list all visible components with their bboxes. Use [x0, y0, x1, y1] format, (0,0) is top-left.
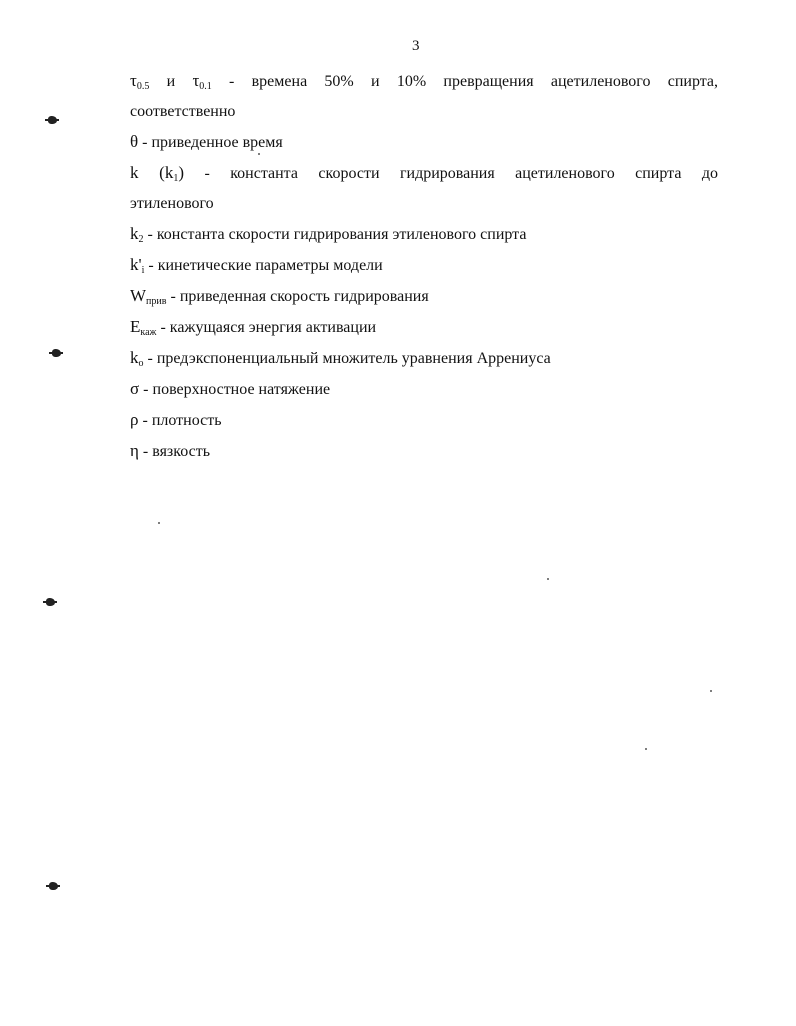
symbol: η [130, 441, 139, 460]
definition-continuation: этиленового [130, 195, 214, 212]
symbol: θ [130, 132, 139, 151]
symbol-subscript: 0.5 [136, 81, 150, 92]
definition-text: - приведенная скорость гидрирования [170, 288, 429, 305]
page-number: 3 [412, 38, 420, 54]
symbol: k' [130, 255, 142, 274]
definition-theta [130, 127, 718, 158]
scan-speck [547, 578, 549, 580]
scan-speck [710, 690, 712, 692]
definition-text: - времена 50% и 10% превращения ацетиленового спирта, [229, 73, 719, 90]
symbol: E [130, 317, 141, 336]
definition-k2 [130, 219, 718, 250]
symbol: ρ [130, 410, 139, 429]
definition-text: - предэкспоненциальный множитель уравнения Аррениуса [147, 350, 551, 367]
symbol: W [130, 286, 147, 305]
symbol-subscript: прив [146, 296, 167, 307]
definition-text: - вязкость [142, 443, 210, 460]
punch-hole-mark [52, 349, 61, 357]
symbol-subscript: 0.1 [199, 81, 212, 92]
definition-text: - константа скорости гидрирования этиленового спирта [147, 226, 527, 243]
definition-e [130, 312, 718, 343]
punch-hole-mark [46, 598, 55, 606]
symbol-subscript: каж [140, 327, 157, 338]
symbol-subscript: 2 [138, 234, 144, 245]
symbol: σ [130, 379, 140, 398]
symbol-close: ) [178, 163, 185, 182]
symbol: k [130, 348, 139, 367]
scan-speck [645, 748, 647, 750]
definition-text: - кажущаяся энергия активации [160, 319, 377, 336]
symbol-subscript: o [138, 358, 144, 369]
definition-text: - плотность [142, 412, 222, 429]
connector: и [166, 73, 176, 90]
definition-text: - кинетические параметры модели [148, 257, 383, 274]
definition-continuation: соответственно [130, 103, 236, 120]
punch-hole-mark [49, 882, 58, 890]
symbol: τ [130, 71, 137, 90]
definition-tau [130, 66, 718, 97]
definition-rho [130, 405, 718, 436]
scan-speck [258, 153, 260, 155]
scan-speck [158, 522, 160, 524]
definition-eta [130, 436, 718, 467]
symbol-subscript: 1 [173, 173, 179, 184]
definition-k0 [130, 343, 718, 374]
definition-k [130, 158, 718, 189]
definition-text: - приведенное время [142, 134, 283, 151]
definition-ki [130, 250, 718, 281]
symbol: τ [192, 71, 200, 90]
definition-text: - константа скорости гидрирования ацетиленового спирта до [204, 165, 718, 182]
symbol-subscript: i [141, 265, 145, 276]
symbol: k [130, 224, 139, 243]
notation-list [130, 66, 718, 467]
punch-hole-mark [48, 116, 57, 124]
definition-text: - поверхностное натяжение [143, 381, 331, 398]
definition-w [130, 281, 718, 312]
symbol: k (k [130, 163, 174, 182]
definition-sigma [130, 374, 718, 405]
